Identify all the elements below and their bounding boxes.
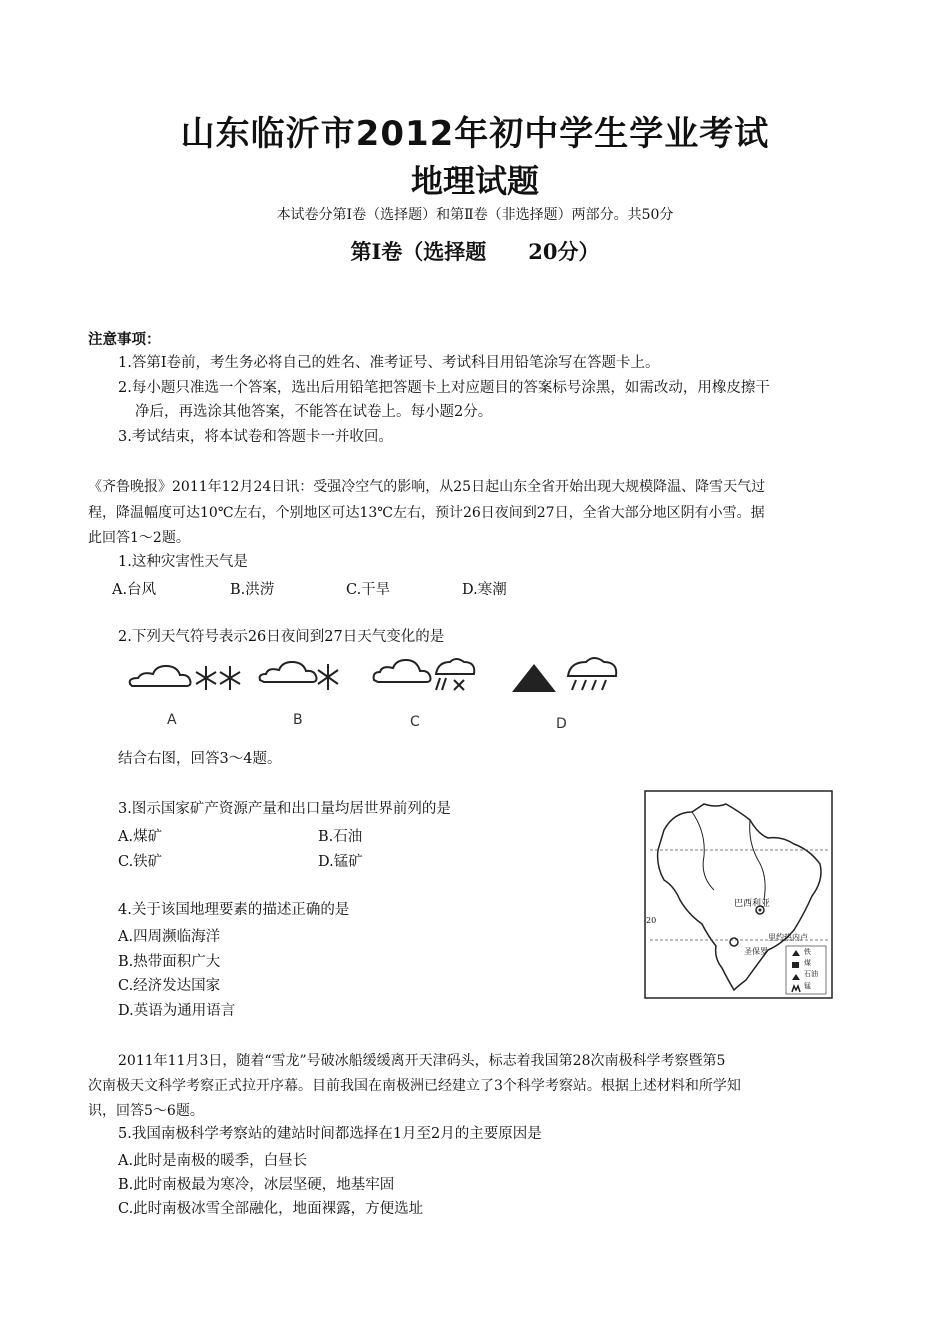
- cloud-icon: [374, 660, 431, 682]
- legend-item: 锰: [804, 982, 811, 990]
- note-item: 净后，再选涂其他答案，不能答在试卷上。每小题2分。: [135, 404, 493, 420]
- passage-line: 程，降温幅度可达10℃左右，个别地区可达13℃左右，预计26日夜间到27日，全省大部分地区阴有小雪。据: [88, 505, 765, 521]
- note-item: 2.每小题只准选一个答案，选出后用铅笔把答题卡上对应题目的答案标号涂黑，如需改动，用橡皮擦干: [118, 380, 770, 396]
- passage-line: 次南极天文科学考察正式拉开序幕。目前我国在南极洲已经建立了3个科学考察站。根据上述材料和所学知: [88, 1078, 741, 1094]
- note-item: 1.答第Ⅰ卷前，考生务必将自己的姓名、准考证号、考试科目用铅笔涂写在答题卡上。: [118, 355, 660, 371]
- rain-icon: [568, 658, 616, 690]
- legend-item: 铁: [804, 948, 811, 956]
- passage-line: 识，回答5～6题。: [88, 1103, 204, 1119]
- exam-description: 本试卷分第Ⅰ卷（选择题）和第Ⅱ卷（非选择题）两部分。共50分: [276, 207, 674, 223]
- question-1-stem: 1.这种灾害性天气是: [118, 554, 248, 570]
- symbol-label-a: A: [167, 712, 177, 728]
- option-b: B.洪涝: [230, 582, 275, 598]
- option-c: C.此时南极冰雪全部融化，地面裸露，方便选址: [118, 1201, 424, 1217]
- option-c: C.经济发达国家: [118, 978, 221, 994]
- exam-subtitle: 地理试题: [410, 162, 539, 200]
- option-d: D.锰矿: [318, 854, 363, 870]
- question-2-stem: 2.下列天气符号表示26日夜间到27日天气变化的是: [118, 629, 445, 645]
- triangle-icon: [512, 664, 556, 692]
- legend-item: 煤: [804, 959, 811, 967]
- option-a: A.煤矿: [118, 829, 163, 845]
- snow-icon: [318, 664, 338, 690]
- option-b: B.石油: [318, 829, 363, 845]
- notes-heading: 注意事项：: [88, 331, 161, 348]
- option-b: B.热带面积广大: [118, 954, 221, 970]
- passage-line: 《齐鲁晚报》2011年12月24日讯：受强冷空气的影响，从25日起山东全省开始出现大规模降温、降雪天气过: [88, 479, 766, 495]
- option-b: B.此时南极最为寒冷，冰层坚硬，地基牢固: [118, 1177, 395, 1193]
- option-a: A.四周濒临海洋: [118, 929, 221, 945]
- cloud-icon: [260, 662, 317, 682]
- option-a: A.台风: [112, 582, 157, 598]
- snow-icon: [196, 666, 216, 690]
- option-a: A.此时是南极的暖季，白昼长: [118, 1153, 308, 1169]
- question-3-stem: 3.图示国家矿产资源产量和出口量均居世界前列的是: [118, 801, 451, 817]
- note-item: 3.考试结束，将本试卷和答题卡一并收回。: [118, 429, 393, 445]
- intro-3-4: 结合右图，回答3～4题。: [118, 751, 282, 767]
- symbol-label-c: C: [410, 714, 420, 730]
- latitude-label: 20: [646, 916, 657, 925]
- option-c: C.干旱: [346, 582, 391, 598]
- part-heading: 第Ⅰ卷（选择题 20分）: [350, 239, 600, 264]
- city-label: 里约热内卢: [768, 933, 808, 942]
- question-5-stem: 5.我国南极科学考察站的建站时间都选择在1月至2月的主要原因是: [118, 1126, 542, 1142]
- sleet-icon: [436, 659, 474, 690]
- snow-icon: [220, 666, 240, 690]
- legend-item: 石油: [804, 970, 818, 978]
- option-d: D.寒潮: [462, 582, 507, 598]
- symbol-label-b: B: [293, 712, 303, 728]
- passage-line: 此回答1～2题。: [88, 530, 190, 546]
- cloud-icon: [130, 666, 191, 686]
- city-label: 圣保罗: [744, 947, 768, 956]
- option-d: D.英语为通用语言: [118, 1003, 236, 1019]
- capital-label: 巴西利亚: [734, 899, 771, 909]
- symbol-label-d: D: [556, 716, 567, 732]
- exam-title: 山东临沂市2012年初中学生学业考试: [180, 114, 770, 154]
- question-4-stem: 4.关于该国地理要素的描述正确的是: [118, 902, 350, 918]
- option-c: C.铁矿: [118, 854, 163, 870]
- passage-line: 2011年11月3日，随着“雪龙”号破冰船缓缓离开天津码头，标志着我国第28次南极科学考察暨第5: [118, 1053, 726, 1069]
